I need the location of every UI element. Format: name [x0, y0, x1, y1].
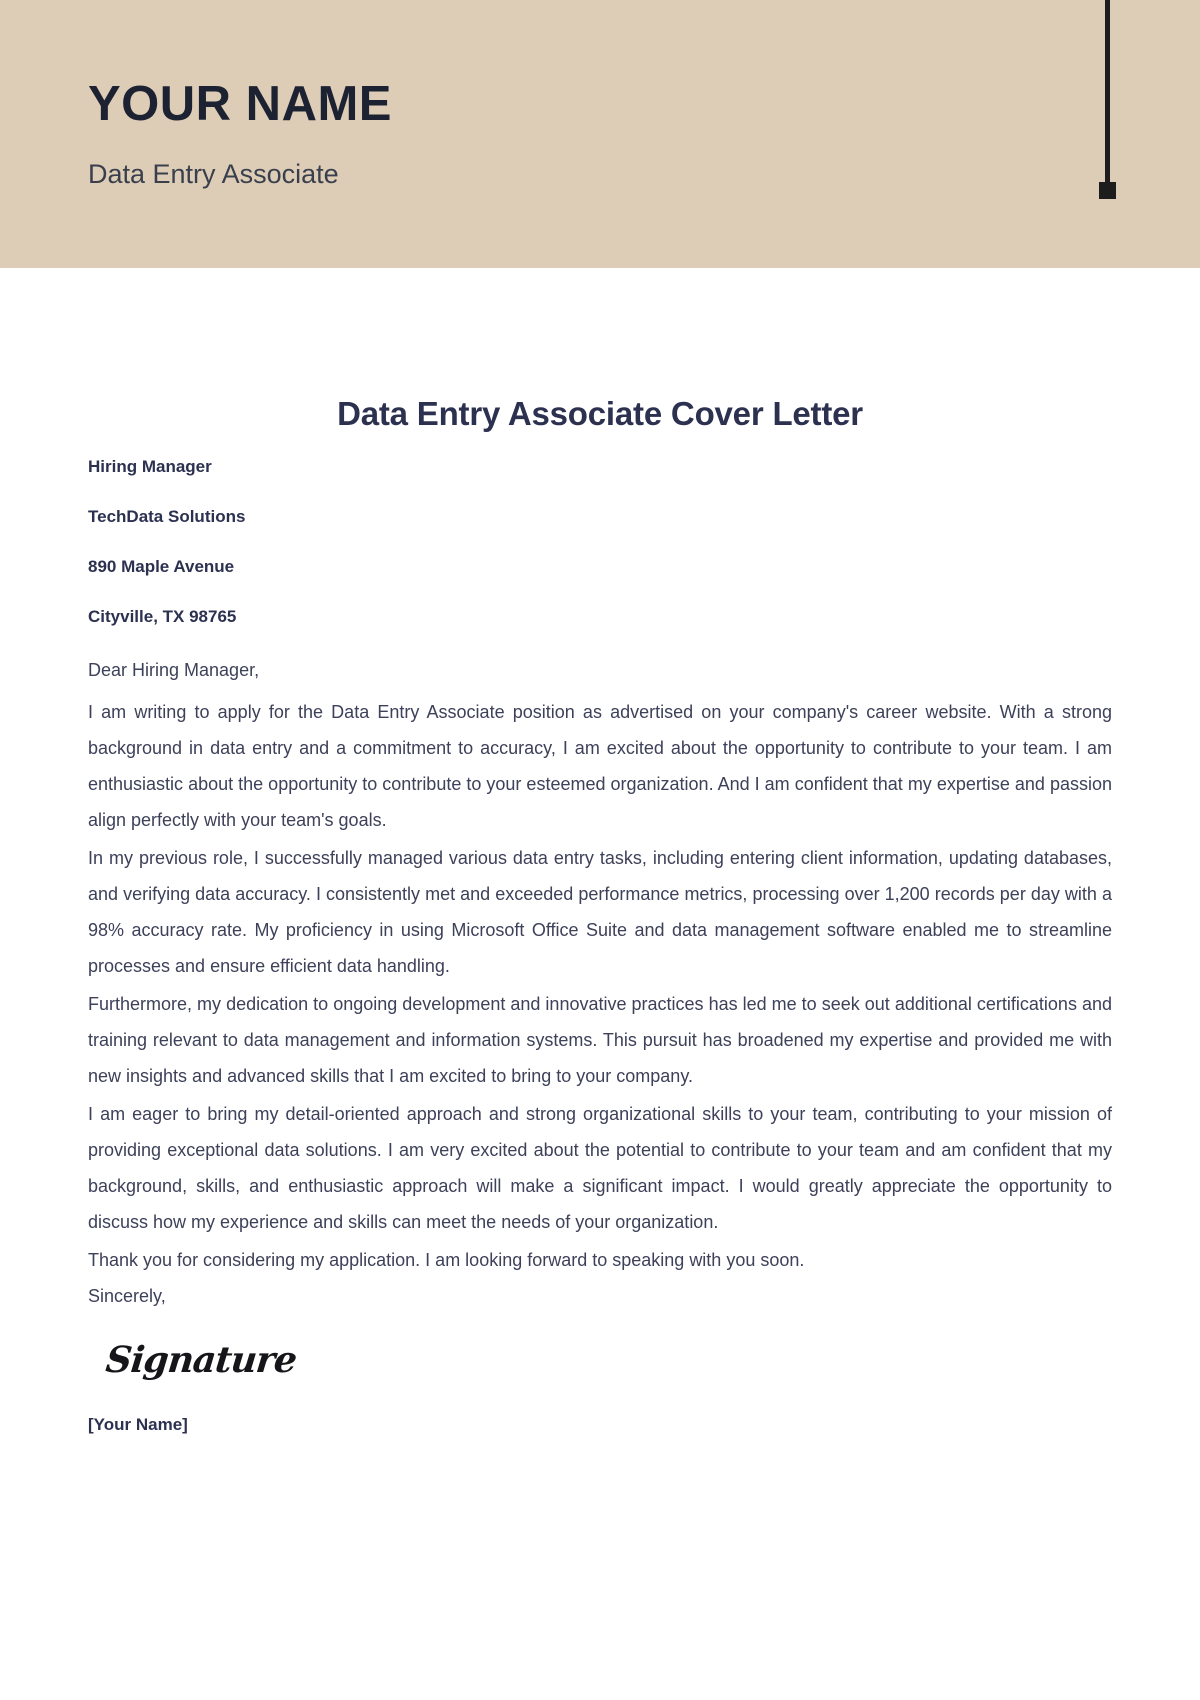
recipient-line: TechData Solutions — [88, 506, 246, 526]
vertical-rule-decoration — [1105, 0, 1110, 192]
letter-title: Data Entry Associate Cover Letter — [337, 395, 863, 432]
body-paragraph: I am writing to apply for the Data Entry Associate position as advertised on your company's career website. With a strong background in data entry and a commitment to accuracy, I am excited about the opportunity to contribute to your team. I am enthusiastic about the opportunity to contribute to your esteemed organization. And I am confident that my expertise and passion align perfectly with your team's goals. — [88, 701, 1112, 830]
signature-block — [88, 1314, 1112, 1381]
signature-script: Signature — [103, 1338, 299, 1381]
vertical-rule-square-cap-icon — [1099, 182, 1116, 199]
body-paragraph: Furthermore, my dedication to ongoing development and innovative practices has led me to seek out additional certifications and training relevant to data management and information systems. This pursuit has broadened my expertise and provided me with new insights and advanced skills that I am excited to bring to your company. — [88, 993, 1112, 1086]
letter-header-banner — [0, 0, 1200, 268]
recipient-line: Cityville, TX 98765 — [88, 607, 237, 627]
salutation: Dear Hiring Manager, — [88, 659, 260, 680]
closing-salutation: Sincerely, — [88, 1285, 166, 1306]
signer-name: [Your Name] — [88, 1414, 188, 1434]
letter-body — [0, 268, 1200, 1436]
thank-you-line: Thank you for considering my application. I am looking forward to speaking with you soon. — [88, 1249, 805, 1270]
candidate-job-title: Data Entry Associate — [88, 158, 339, 189]
recipient-line: 890 Maple Avenue — [88, 557, 235, 577]
candidate-name: YOUR NAME — [88, 77, 392, 131]
recipient-address-block — [88, 456, 1112, 628]
body-paragraph: I am eager to bring my detail-oriented approach and strong organizational skills to your team, contributing to your mission of providing exceptional data solutions. I am very excited about the potential to contribute to your team and am confident that my background, skills, and enthusiastic approach will make a significant impact. I would greatly appreciate the opportunity to discuss how my experience and skills can meet the needs of your organization. — [88, 1103, 1112, 1232]
body-paragraph: In my previous role, I successfully managed various data entry tasks, including entering client information, updating databases, and verifying data accuracy. I consistently met and exceeded performance metrics, processing over 1,200 records per day with a 98% accuracy rate. My proficiency in using Microsoft Office Suite and data management software enabled me to streamline processes and ensure efficient data handling. — [88, 847, 1112, 976]
recipient-line: Hiring Manager — [88, 456, 212, 476]
header-identity-block — [88, 78, 392, 190]
